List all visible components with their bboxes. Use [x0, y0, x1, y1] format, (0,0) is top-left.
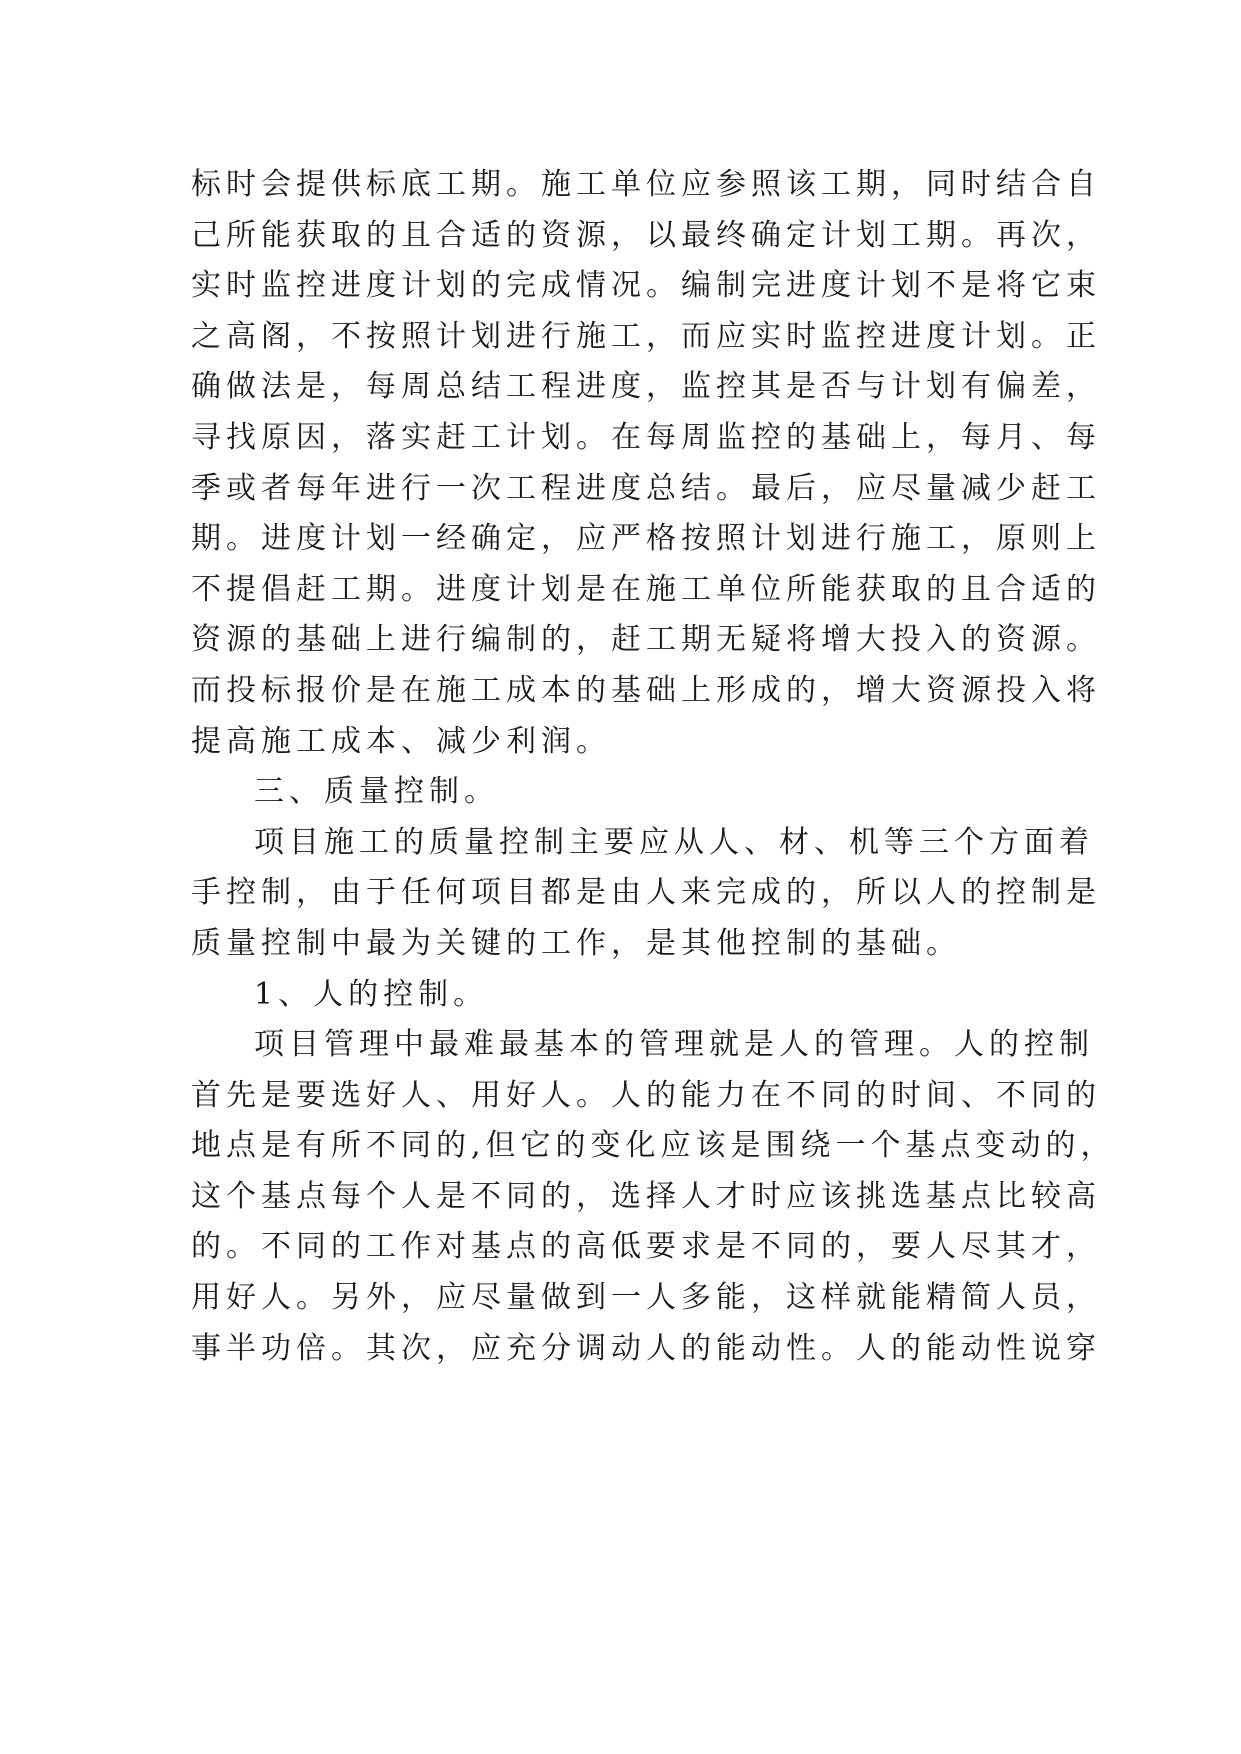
text-line: 资源的基础上进行编制的，赶工期无疑将增大投入的资源。 [191, 622, 1101, 658]
text-line: 三、质量控制。 [254, 774, 499, 810]
text-line: 确做法是，每周总结工程进度，监控其是否与计划有偏差， [191, 369, 1101, 405]
text-line: 提高施工成本、减少利润。 [191, 723, 611, 759]
text-line: 用好人。另外，应尽量做到一人多能，这样就能精简人员， [191, 1280, 1101, 1316]
text-line: 而投标报价是在施工成本的基础上形成的，增大资源投入将 [191, 672, 1101, 708]
text-line: 首先是要选好人、用好人。人的能力在不同的时间、不同的 [191, 1077, 1101, 1113]
text-line: 质量控制中最为关键的工作，是其他控制的基础。 [191, 925, 961, 961]
text-line: 事半功倍。其次，应充分调动人的能动性。人的能动性说穿 [191, 1330, 1101, 1366]
text-line: 之高阁，不按照计划进行施工，而应实时监控进度计划。正 [191, 318, 1101, 354]
text-line: 期。进度计划一经确定，应严格按照计划进行施工，原则上 [191, 521, 1101, 557]
text-line: 1、人的控制。 [254, 976, 489, 1012]
text-line: 己所能获取的且合适的资源，以最终确定计划工期。再次， [191, 217, 1101, 253]
text-line: 这个基点每个人是不同的，选择人才时应该挑选基点比较高 [191, 1178, 1101, 1214]
text-line: 的。不同的工作对基点的高低要求是不同的，要人尽其才， [191, 1229, 1101, 1265]
text-line: 项目管理中最难最基本的管理就是人的管理。人的控制 [254, 1027, 1094, 1063]
text-line: 实时监控进度计划的完成情况。编制完进度计划不是将它束 [191, 268, 1101, 304]
body-text [191, 160, 1116, 1374]
text-line: 手控制，由于任何项目都是由人来完成的，所以人的控制是 [191, 875, 1101, 911]
text-line: 不提倡赶工期。进度计划是在施工单位所能获取的且合适的 [191, 571, 1101, 607]
text-line: 项目施工的质量控制主要应从人、材、机等三个方面着 [254, 824, 1094, 860]
text-line: 地点是有所不同的,但它的变化应该是围绕一个基点变动的， [191, 1128, 1116, 1164]
text-line: 季或者每年进行一次工程进度总结。最后，应尽量减少赶工 [191, 470, 1101, 506]
text-line: 标时会提供标底工期。施工单位应参照该工期，同时结合自 [191, 167, 1101, 202]
text-line: 寻找原因，落实赶工计划。在每周监控的基础上，每月、每 [191, 419, 1101, 455]
